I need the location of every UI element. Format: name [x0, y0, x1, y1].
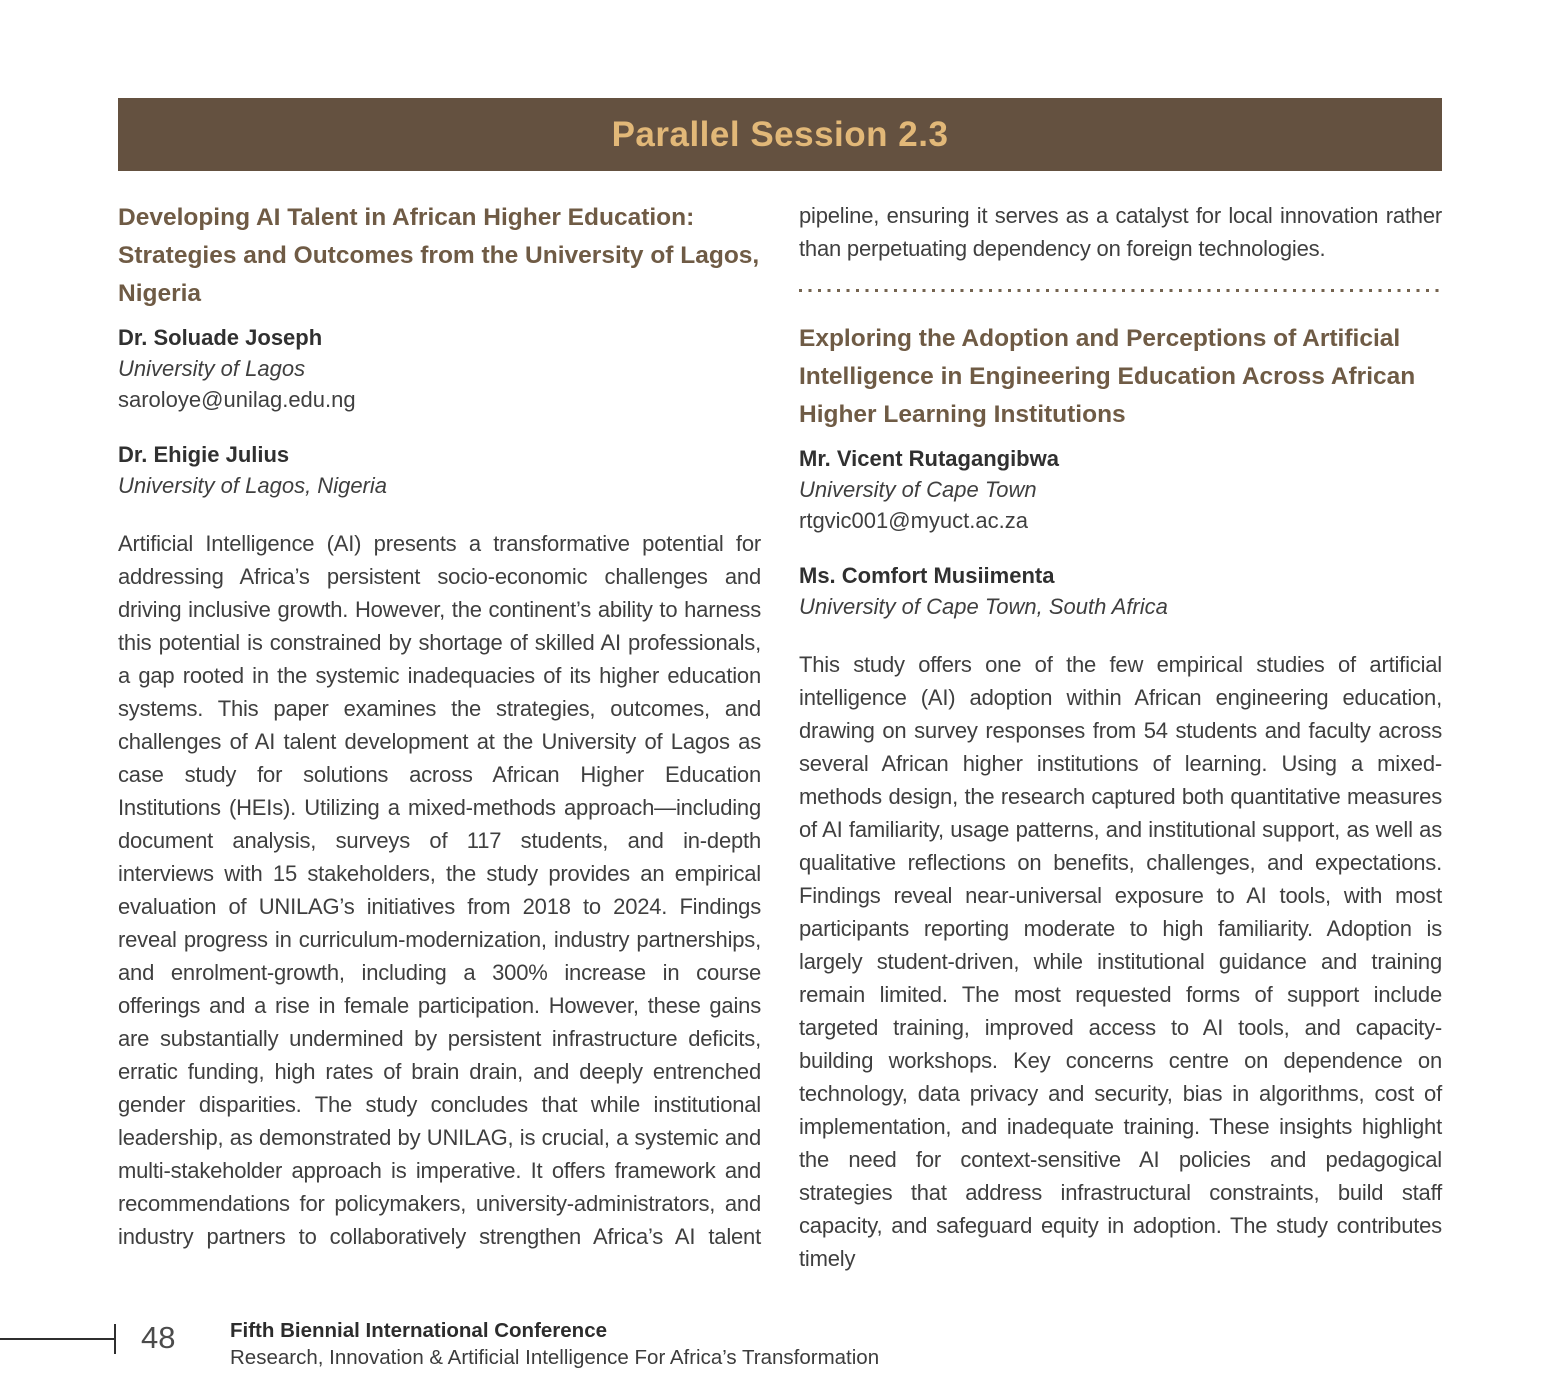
paper2-author-2-affiliation: University of Cape Town, South Africa — [799, 594, 1168, 619]
page-number: 48 — [141, 1320, 176, 1355]
footer-conference-subtitle: Research, Innovation & Artificial Intelligence For Africa’s Transformation — [230, 1346, 880, 1369]
session-banner-title: Parallel Session 2.3 — [611, 114, 949, 154]
paper1-author-1 — [118, 322, 761, 415]
paper1-abstract-part1: Artificial Intelligence (AI) presents a transformative potential for addressing Africa’s persistent socio-economic challenges and driving inclusive growth. However, the continent’s ability to harness this potential is constrained by shortage of skilled AI professionals, a gap rooted in the systemic inadequacies of its higher education systems. This paper examines the strategies, outcomes, and challenges of AI talent development at the University of Lagos as case study for solutions across African Higher Education Institutions (HEIs). Utilizing a mixed-methods approach—including document analysis, surveys of 117 students, and in-depth interviews with 15 stakeholders, the study provides an empirical evaluation of UNILAG’s initiatives from 2018 to 2024. Findings reveal progress in curriculum-modernization, industry partnerships, and enrolment-growth, including a 300% increase in course offerings and a rise in female participation. However, these gains are substantially undermined by persistent infrastructure deficits, erratic funding, high rates of brain drain, and deeply entrenched gender disparities. The study concludes that while institutional leadership, as demonstrated by UNILAG, is crucial, a systemic and multi-stakeholder approach is imperative. It offers framework and recommendations for policymakers, university-administrators, and industry partners to collaboratively strengthen Africa’s AI talent — [118, 531, 761, 1249]
dotted-divider — [799, 289, 1442, 292]
left-column — [118, 199, 761, 1253]
paper1-author-2-affiliation: University of Lagos, Nigeria — [118, 473, 388, 498]
paper2-author-2 — [799, 560, 1442, 622]
paper1-author-2 — [118, 439, 761, 501]
paper1-author-2-name: Dr. Ehigie Julius — [118, 442, 290, 467]
footer-rule-tick — [114, 1324, 116, 1354]
footer-conference-name: Fifth Biennial International Conference — [230, 1319, 608, 1342]
paper2-author-1-email: rtgvic001@myuct.ac.za — [799, 508, 1028, 533]
paper2-author-2-name: Ms. Comfort Musiimenta — [799, 563, 1055, 588]
right-column — [799, 199, 1442, 1275]
paper2-author-1 — [799, 443, 1442, 536]
paper2-title: Exploring the Adoption and Perceptions of Artificial Intelligence in Engineering Education Across African Higher Learning Institutions — [799, 325, 1416, 428]
paper1-author-1-email: saroloye@unilag.edu.ng — [118, 387, 356, 412]
footer-text — [230, 1317, 879, 1371]
paper2-author-1-name: Mr. Vicent Rutagangibwa — [799, 446, 1059, 471]
paper1-author-1-name: Dr. Soluade Joseph — [118, 325, 323, 350]
paper2-author-1-affiliation: University of Cape Town — [799, 477, 1037, 502]
footer-rule-line — [0, 1338, 116, 1340]
paper1-author-1-affiliation: University of Lagos — [118, 356, 306, 381]
paper1-title: Developing AI Talent in African Higher Education: Strategies and Outcomes from the University of Lagos, Nigeria — [118, 204, 760, 307]
paper1-abstract-part2: pipeline, ensuring it serves as a catalyst for local innovation rather than perpetuating dependency on foreign technologies. — [799, 203, 1442, 261]
paper2-abstract: This study offers one of the few empirical studies of artificial intelligence (AI) adoption within African engineering education, drawing on survey responses from 54 students and faculty across several African higher institutions of learning. Using a mixed-methods design, the research captured both quantitative measures of AI familiarity, usage patterns, and institutional support, as well as qualitative reflections on benefits, challenges, and expectations. Findings reveal near-universal exposure to AI tools, with most participants reporting moderate to high familiarity. Adoption is largely student-driven, while institutional guidance and training remain limited. The most requested forms of support include targeted training, improved access to AI tools, and capacity-building workshops. Key concerns centre on dependence on technology, data privacy and security, bias in algorithms, cost of implementation, and inadequate training. These insights highlight the need for context-sensitive AI policies and pedagogical strategies that address infrastructural constraints, build staff capacity, and safeguard equity in adoption. The study contributes timely — [799, 652, 1442, 1271]
session-banner — [118, 98, 1442, 171]
